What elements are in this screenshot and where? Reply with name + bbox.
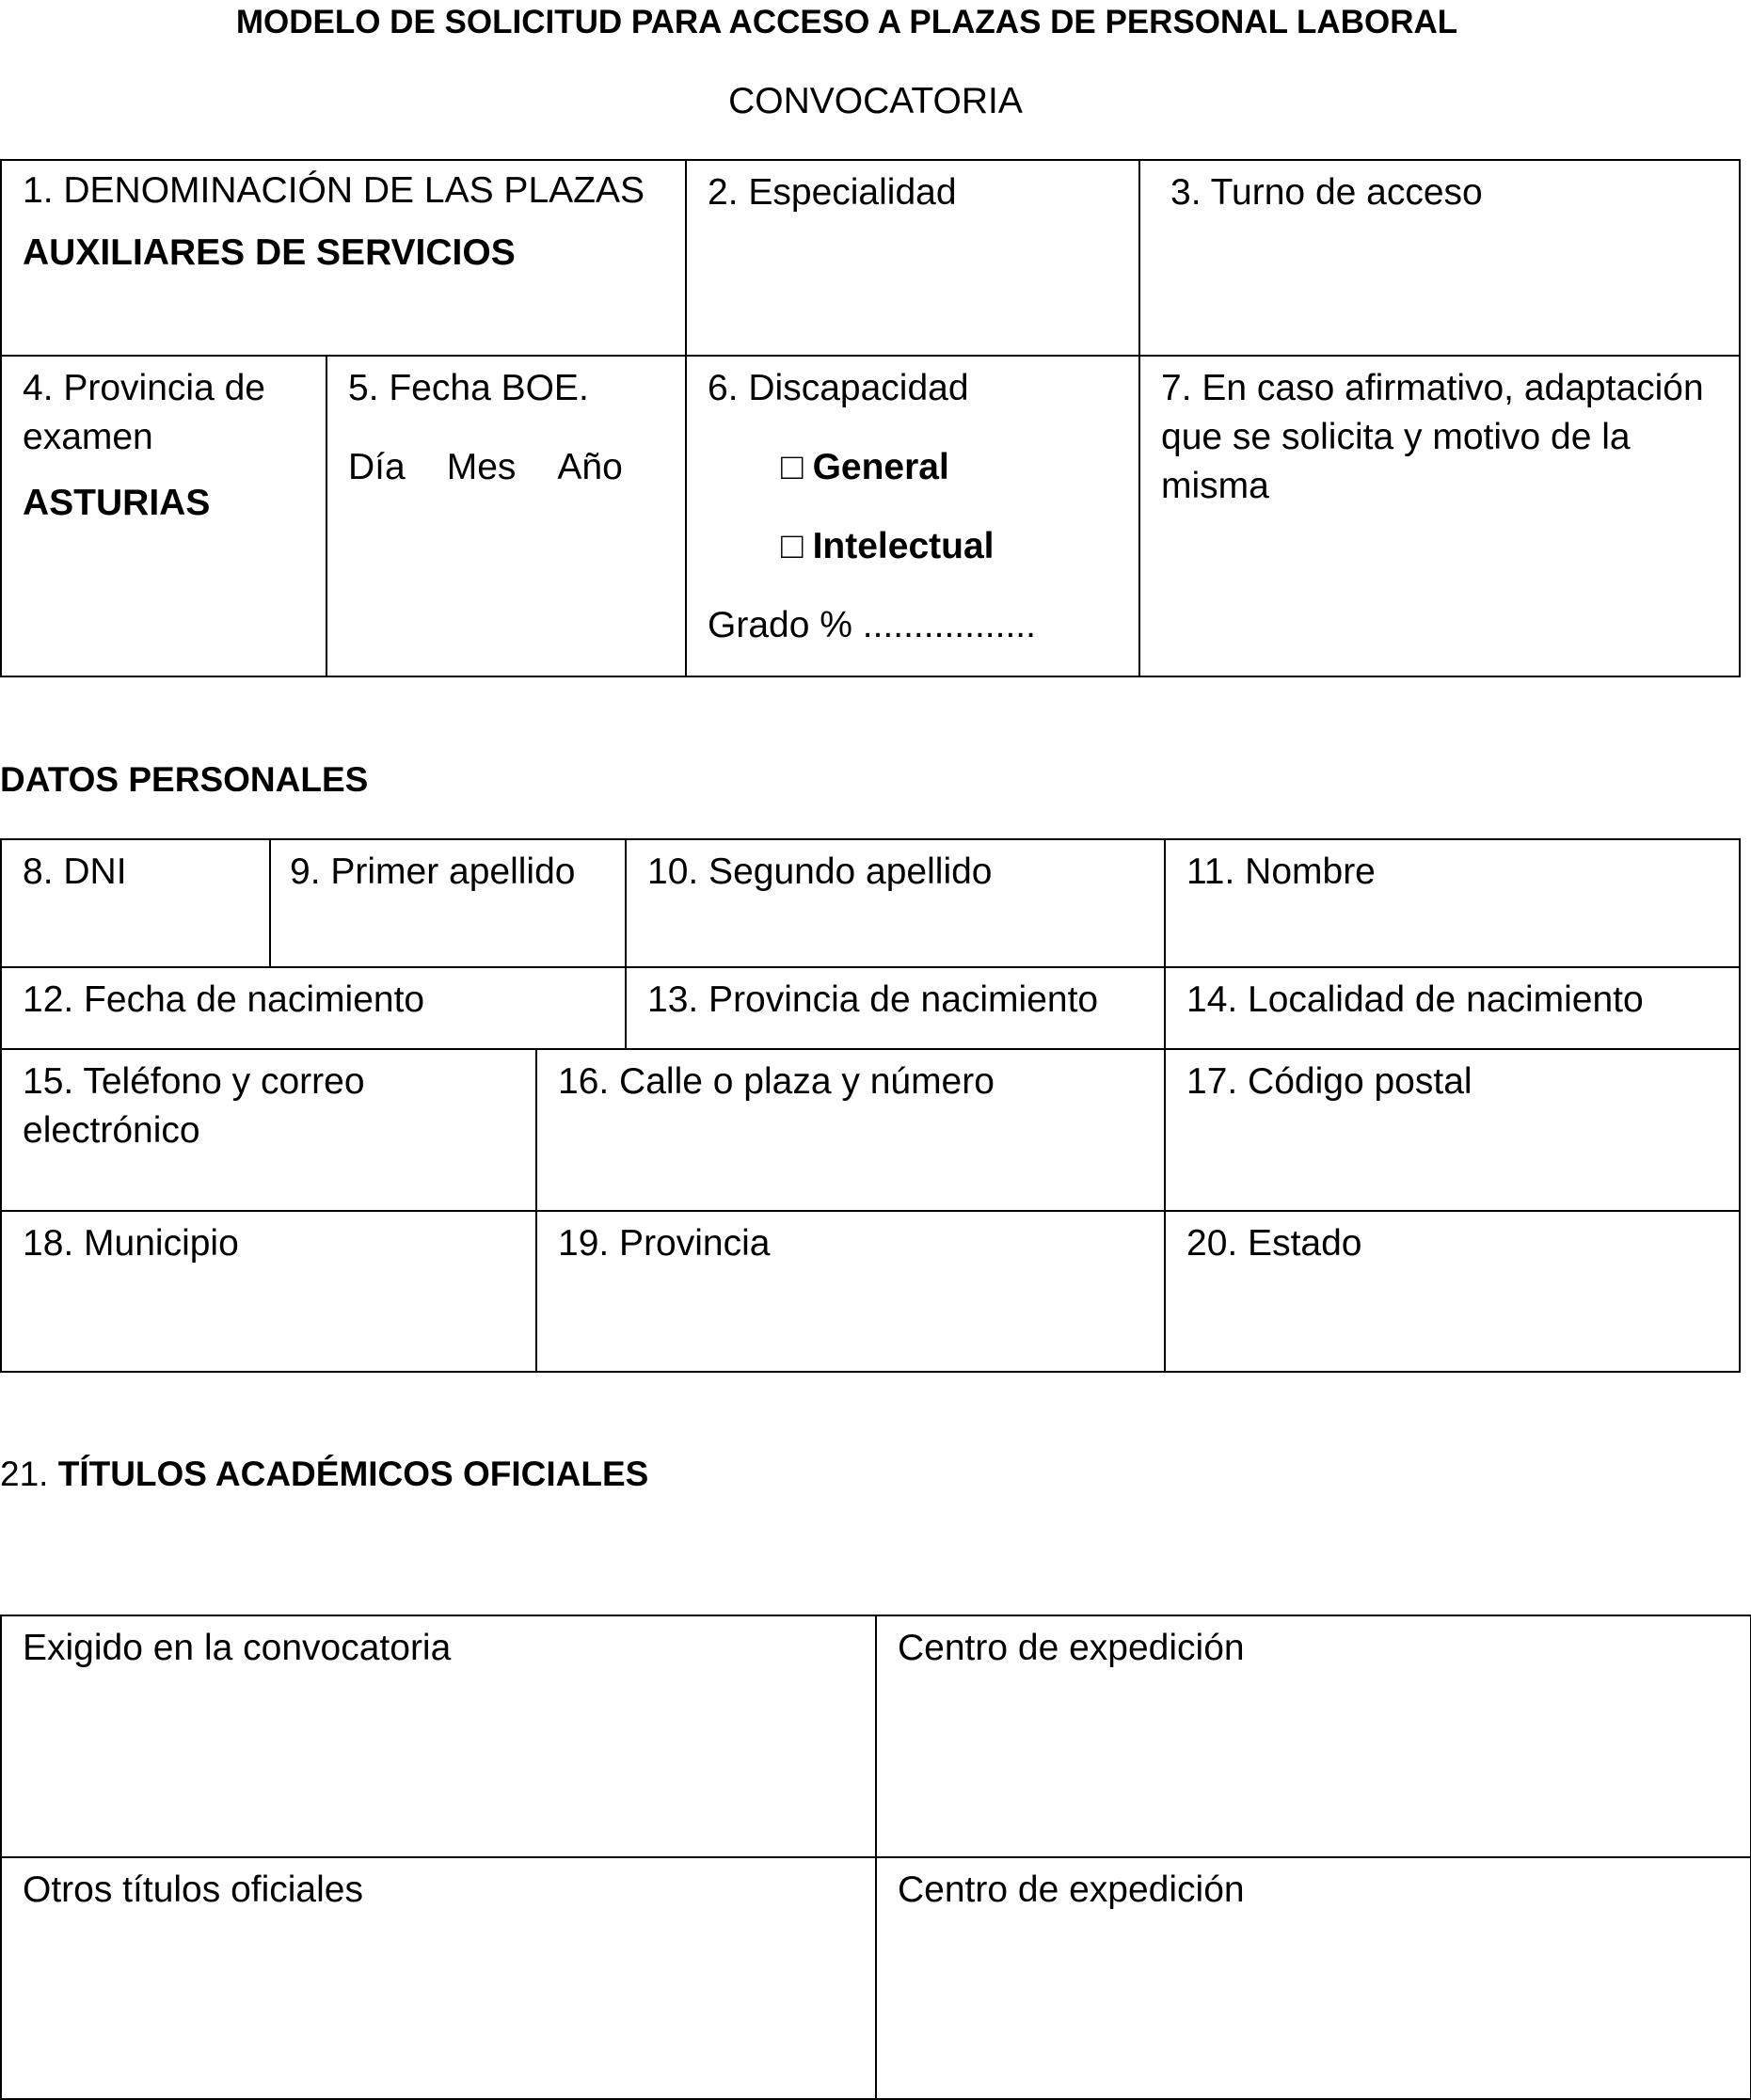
provincia-nacimiento-label: 13. Provincia de nacimiento bbox=[647, 979, 1099, 1020]
provincia-examen-label: 4. Provincia de examen bbox=[23, 368, 265, 457]
discapacidad-intelectual-label: Intelectual bbox=[812, 526, 995, 566]
otros-titulos-field[interactable] bbox=[1, 1857, 876, 2099]
titulos-heading-text: TÍTULOS ACADÉMICOS OFICIALES bbox=[57, 1455, 649, 1493]
codigo-postal-field[interactable] bbox=[1165, 1049, 1740, 1211]
grado-field[interactable]: Grado % ................. bbox=[708, 605, 1036, 645]
municipio-label: 18. Municipio bbox=[23, 1223, 239, 1264]
denominacion-field[interactable] bbox=[1, 160, 686, 356]
titulos-heading bbox=[0, 1455, 648, 1494]
titulos-table bbox=[0, 1615, 1751, 2100]
fecha-boe-label: 5. Fecha BOE. bbox=[348, 368, 589, 408]
localidad-nacimiento-field[interactable] bbox=[1165, 967, 1740, 1049]
centro-expedicion-field-2[interactable] bbox=[876, 1857, 1751, 2099]
discapacidad-label: 6. Discapacidad bbox=[708, 368, 969, 408]
estado-field[interactable] bbox=[1165, 1211, 1740, 1372]
centro-expedicion-label-1: Centro de expedición bbox=[898, 1628, 1245, 1668]
especialidad-label: 2. Especialidad bbox=[708, 172, 957, 213]
telefono-correo-label: 15. Teléfono y correo electrónico bbox=[23, 1061, 365, 1151]
discapacidad-field bbox=[686, 356, 1139, 676]
nombre-field[interactable] bbox=[1165, 839, 1740, 967]
denominacion-label: 1. DENOMINACIÓN DE LAS PLAZAS bbox=[23, 170, 645, 211]
checkbox-intelectual-icon[interactable]: □ bbox=[781, 526, 804, 566]
centro-expedicion-field-1[interactable] bbox=[876, 1615, 1751, 1857]
datos-personales-heading: DATOS PERSONALES bbox=[0, 760, 369, 799]
codigo-postal-label: 17. Código postal bbox=[1186, 1061, 1472, 1102]
localidad-nacimiento-label: 14. Localidad de nacimiento bbox=[1186, 979, 1644, 1020]
otros-titulos-label: Otros títulos oficiales bbox=[23, 1869, 363, 1910]
checkbox-general-icon[interactable]: □ bbox=[781, 447, 804, 487]
turno-field[interactable] bbox=[1139, 160, 1740, 356]
datos-personales-table bbox=[0, 838, 1741, 1373]
centro-expedicion-label-2: Centro de expedición bbox=[898, 1869, 1245, 1910]
fecha-boe-parts bbox=[348, 443, 676, 492]
exigido-field[interactable] bbox=[1, 1615, 876, 1857]
calle-label: 16. Calle o plaza y número bbox=[558, 1061, 995, 1102]
document-subtitle: CONVOCATORIA bbox=[728, 81, 1023, 121]
convocatoria-table bbox=[0, 159, 1741, 677]
fecha-nacimiento-label: 12. Fecha de nacimiento bbox=[23, 979, 425, 1020]
document-title: MODELO DE SOLICITUD PARA ACCESO A PLAZAS DE PERSONAL LABORAL bbox=[235, 4, 1458, 40]
estado-label: 20. Estado bbox=[1186, 1223, 1362, 1264]
provincia-field[interactable] bbox=[536, 1211, 1165, 1372]
telefono-correo-field[interactable] bbox=[1, 1049, 536, 1211]
titulos-heading-number: 21. bbox=[0, 1455, 49, 1493]
discapacidad-general-label: General bbox=[812, 447, 949, 487]
provincia-nacimiento-field[interactable] bbox=[626, 967, 1165, 1049]
primer-apellido-field[interactable] bbox=[270, 839, 626, 967]
fecha-boe-dia: Día bbox=[348, 447, 406, 487]
fecha-boe-anio: Año bbox=[557, 447, 623, 487]
provincia-examen-field[interactable] bbox=[1, 356, 326, 676]
segundo-apellido-field[interactable] bbox=[626, 839, 1165, 967]
especialidad-field[interactable] bbox=[686, 160, 1139, 356]
fecha-boe-field[interactable] bbox=[326, 356, 686, 676]
nombre-label: 11. Nombre bbox=[1186, 851, 1376, 892]
adaptacion-label: 7. En caso afirmativo, adaptación que se solicita y motivo de la misma bbox=[1161, 368, 1704, 506]
turno-label: 3. Turno de acceso bbox=[1170, 172, 1483, 213]
discapacidad-general-option[interactable] bbox=[708, 443, 1129, 492]
dni-field[interactable] bbox=[1, 839, 270, 967]
adaptacion-field[interactable] bbox=[1139, 356, 1740, 676]
municipio-field[interactable] bbox=[1, 1211, 536, 1372]
denominacion-value: AUXILIARES DE SERVICIOS bbox=[23, 232, 516, 273]
dni-label: 8. DNI bbox=[23, 851, 127, 892]
discapacidad-intelectual-option[interactable] bbox=[708, 522, 1129, 571]
calle-field[interactable] bbox=[536, 1049, 1165, 1211]
primer-apellido-label: 9. Primer apellido bbox=[290, 851, 576, 892]
provincia-label: 19. Provincia bbox=[558, 1223, 771, 1264]
fecha-boe-mes: Mes bbox=[446, 447, 517, 487]
provincia-examen-value: ASTURIAS bbox=[23, 483, 211, 523]
exigido-label: Exigido en la convocatoria bbox=[23, 1628, 452, 1668]
fecha-nacimiento-field[interactable] bbox=[1, 967, 626, 1049]
segundo-apellido-label: 10. Segundo apellido bbox=[647, 851, 993, 892]
